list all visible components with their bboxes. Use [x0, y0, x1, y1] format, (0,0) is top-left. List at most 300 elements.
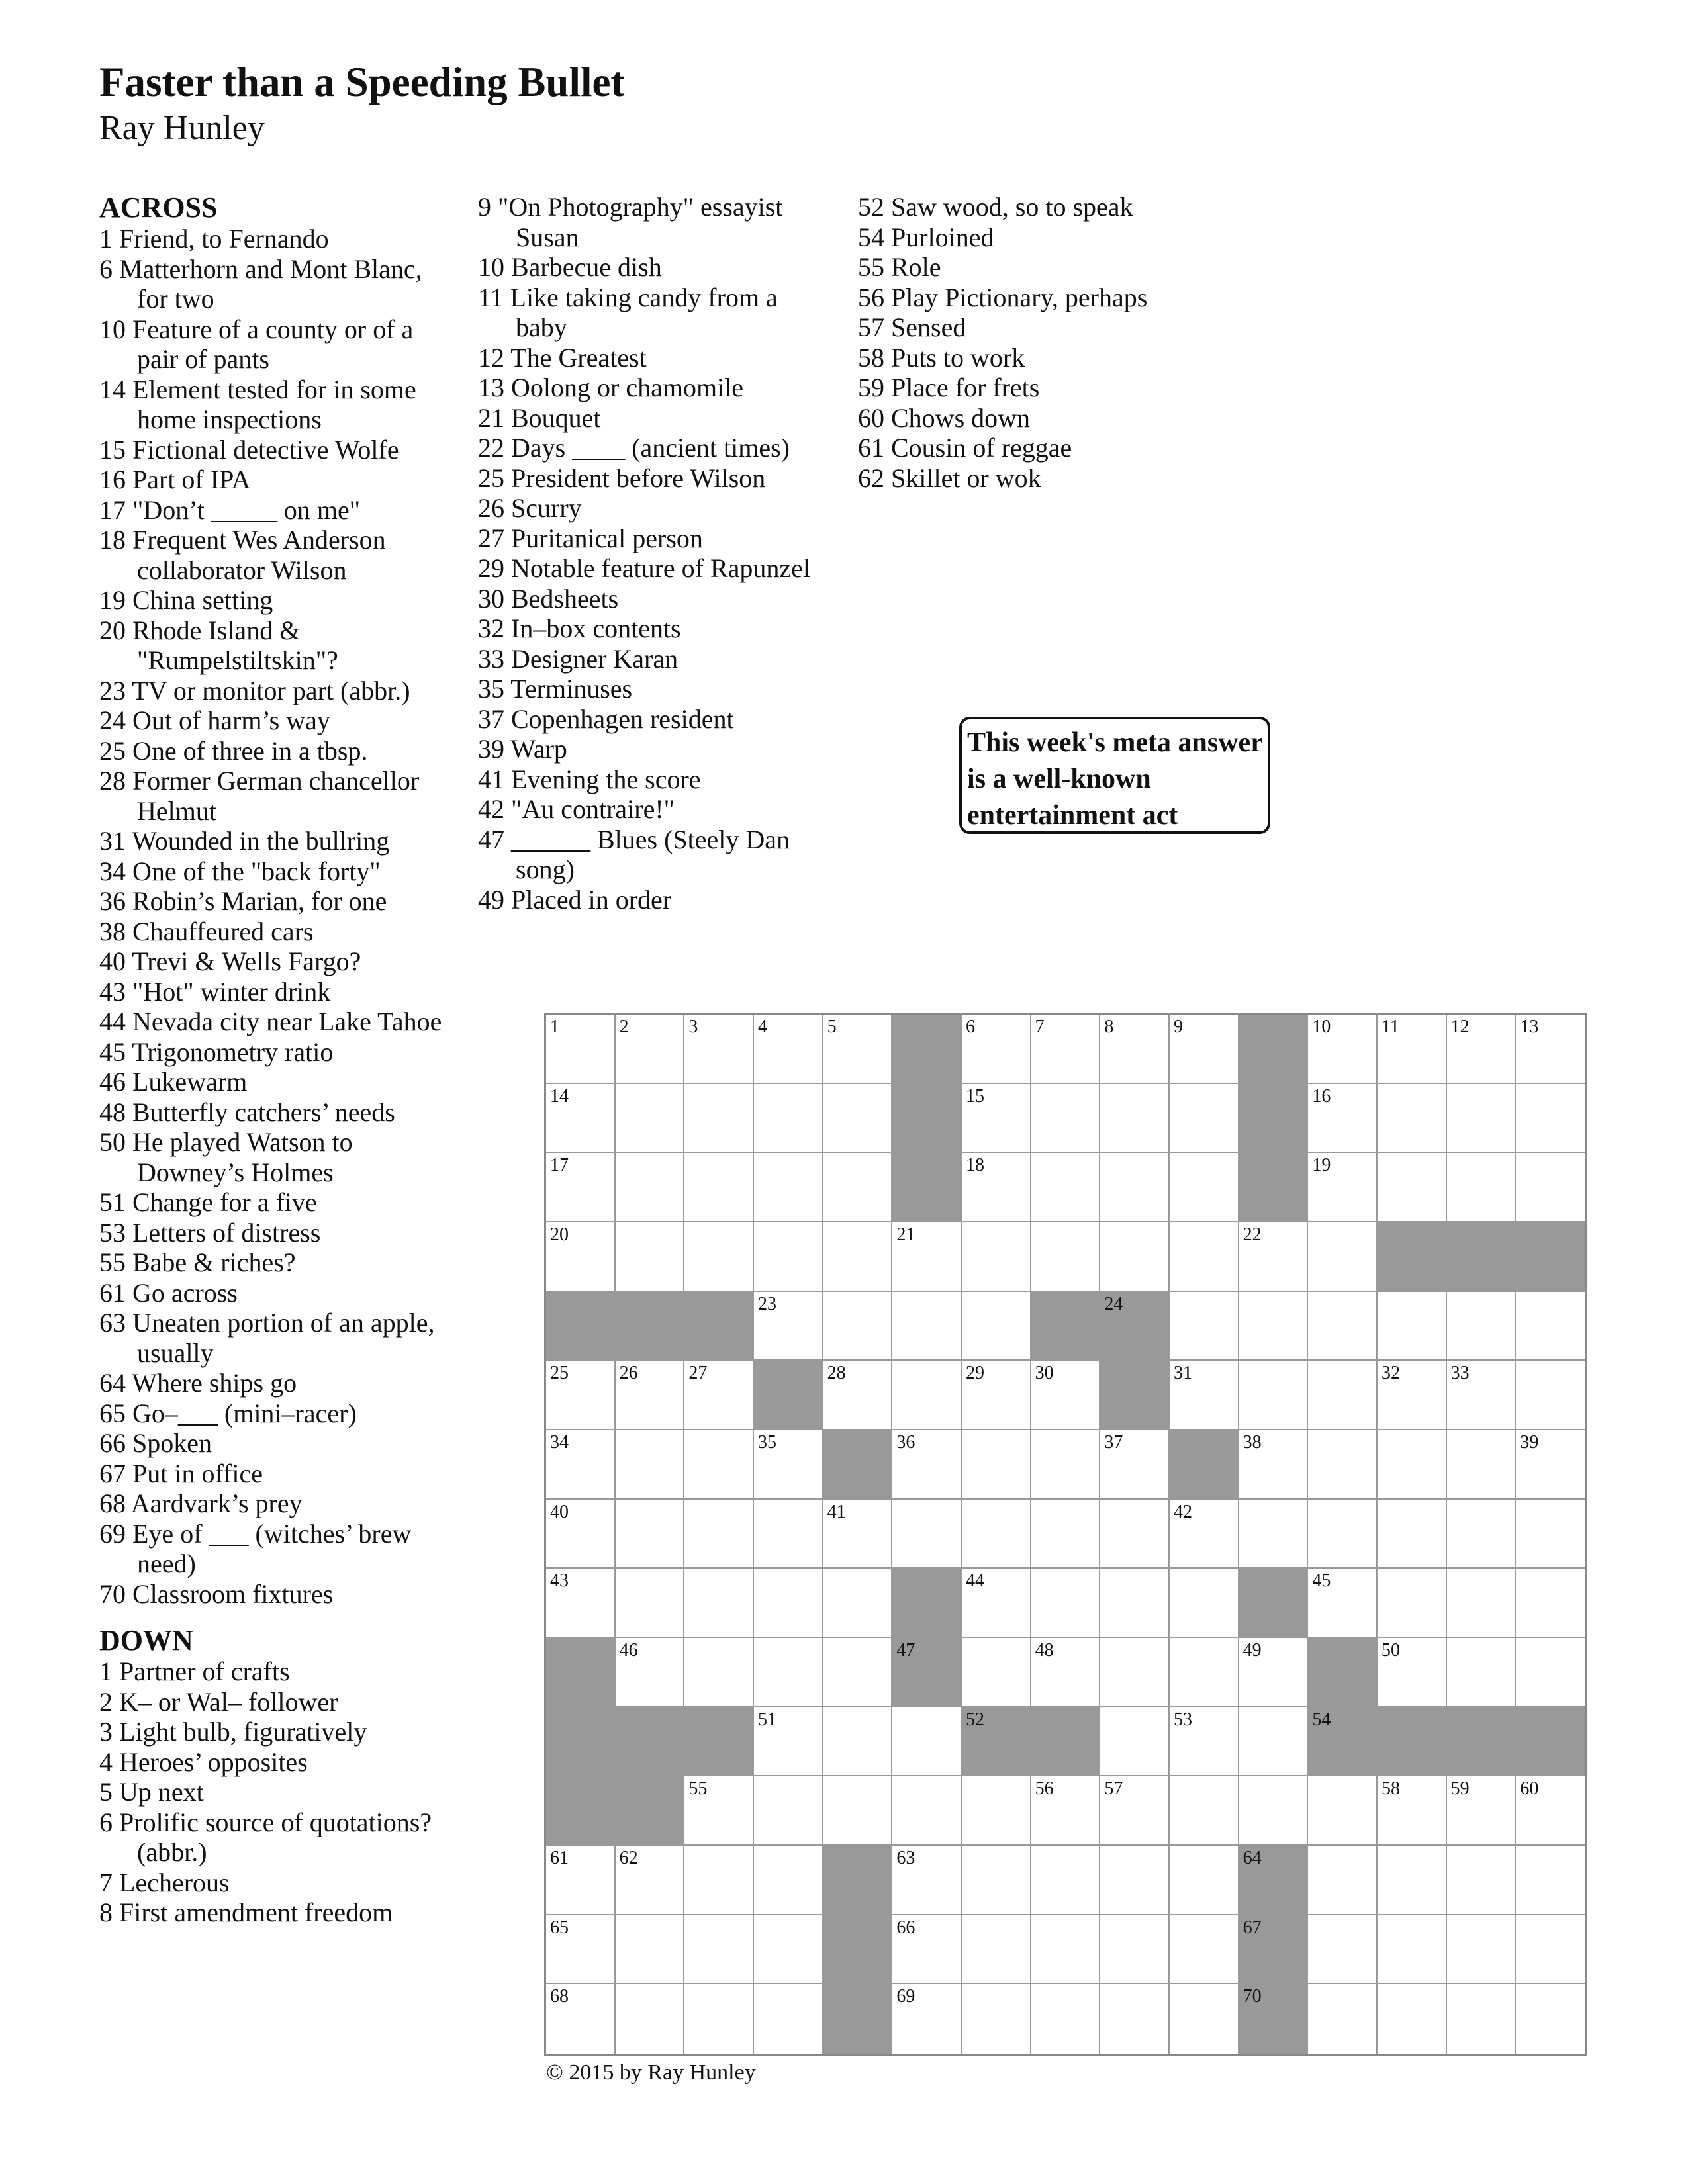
grid-cell[interactable] — [962, 1776, 1031, 1846]
grid-cell[interactable] — [823, 1292, 893, 1361]
cell-number: 25 — [550, 1363, 569, 1384]
grid-block — [546, 1292, 616, 1361]
grid-cell[interactable] — [962, 1361, 1031, 1430]
grid-cell[interactable] — [1308, 1430, 1378, 1500]
clue-item: 69 Eye of ___ (witches’ brew need) — [99, 1518, 412, 1578]
grid-cell[interactable] — [616, 1361, 685, 1430]
clue-item: 1 Partner of crafts — [99, 1657, 290, 1686]
cell-number: 29 — [965, 1363, 984, 1384]
grid-cell[interactable] — [892, 1500, 962, 1569]
clue-item: 24 Out of harm’s way — [99, 705, 330, 735]
grid-cell[interactable] — [1516, 1084, 1585, 1154]
grid-block — [1239, 1915, 1309, 1985]
grid-block — [1378, 1222, 1447, 1292]
grid-block — [1378, 1707, 1447, 1777]
grid-cell[interactable] — [962, 1084, 1031, 1154]
grid-cell[interactable] — [546, 1500, 616, 1569]
cell-number: 12 — [1450, 1017, 1470, 1037]
grid-cell[interactable] — [823, 1638, 893, 1707]
clue-item: 47 ______ Blues (Steely Dan song) — [478, 824, 790, 884]
grid-cell[interactable] — [754, 1015, 823, 1084]
grid-cell[interactable] — [1516, 1292, 1585, 1361]
grid-cell[interactable] — [1100, 1084, 1170, 1154]
clue-item: 33 Designer Karan — [478, 643, 679, 674]
cell-number: 4 — [757, 1017, 767, 1037]
grid-cell[interactable] — [754, 1430, 823, 1500]
grid-cell[interactable] — [1516, 1153, 1585, 1222]
grid-block — [754, 1361, 823, 1430]
clue-item: 61 Go across — [99, 1277, 238, 1308]
grid-cell[interactable] — [892, 1984, 962, 2054]
grid-cell[interactable] — [754, 1153, 823, 1222]
grid-cell[interactable] — [892, 1846, 962, 1915]
grid-block — [1031, 1707, 1101, 1777]
grid-cell[interactable] — [1308, 1846, 1378, 1915]
clue-item: 61 Cousin of reggae — [858, 433, 1072, 463]
grid-cell[interactable] — [1447, 1430, 1517, 1500]
grid-cell[interactable] — [754, 1984, 823, 2054]
grid-cell[interactable] — [546, 1915, 616, 1985]
clue-item: 66 Spoken — [99, 1428, 212, 1458]
cell-number: 43 — [550, 1570, 569, 1592]
grid-cell[interactable] — [823, 1361, 893, 1430]
cell-number: 5 — [827, 1017, 837, 1037]
grid-cell[interactable] — [1031, 1846, 1101, 1915]
grid-cell[interactable] — [962, 1638, 1031, 1707]
grid-cell[interactable] — [1100, 1915, 1170, 1985]
cell-number: 27 — [688, 1363, 708, 1384]
cell-number: 68 — [550, 1986, 569, 2007]
clue-item: 46 Lukewarm — [99, 1067, 248, 1097]
grid-cell[interactable] — [754, 1915, 823, 1985]
cell-number: 11 — [1381, 1017, 1399, 1037]
grid-cell[interactable] — [1100, 1638, 1170, 1707]
down-clue-list — [99, 1657, 457, 1928]
clue-item: 70 Classroom fixtures — [99, 1578, 334, 1609]
grid-cell[interactable] — [684, 1776, 754, 1846]
grid-cell[interactable] — [1516, 1915, 1585, 1985]
cell-number: 48 — [1035, 1639, 1054, 1661]
grid-cell[interactable] — [962, 1015, 1031, 1084]
grid-cell[interactable] — [616, 1222, 685, 1292]
grid-cell[interactable] — [684, 1430, 754, 1500]
cell-number: 13 — [1520, 1017, 1539, 1037]
grid-cell[interactable] — [1170, 1846, 1239, 1915]
grid-cell[interactable] — [1239, 1430, 1309, 1500]
grid-cell[interactable] — [1447, 1153, 1517, 1222]
grid-cell[interactable] — [616, 1153, 685, 1222]
grid-cell[interactable] — [754, 1292, 823, 1361]
grid-cell[interactable] — [684, 1846, 754, 1915]
grid-cell[interactable] — [892, 1776, 962, 1846]
grid-cell[interactable] — [546, 1222, 616, 1292]
clue-item: 19 China setting — [99, 585, 273, 615]
grid-cell[interactable] — [1100, 1015, 1170, 1084]
cell-number: 9 — [1173, 1017, 1183, 1037]
grid-cell[interactable] — [1447, 1569, 1517, 1638]
cell-number: 34 — [550, 1432, 569, 1453]
clue-item: 22 Days ____ (ancient times) — [478, 433, 790, 463]
grid-cell[interactable] — [1516, 1015, 1585, 1084]
grid-cell[interactable] — [684, 1084, 754, 1154]
grid-cell[interactable] — [1378, 1984, 1447, 2054]
down-clue-list-continued — [478, 192, 835, 915]
cell-number: 55 — [688, 1778, 708, 1799]
grid-cell[interactable] — [1447, 1915, 1517, 1985]
grid-cell[interactable] — [962, 1984, 1031, 2054]
cell-number: 60 — [1520, 1778, 1539, 1799]
clue-item: 62 Skillet or wok — [858, 463, 1041, 493]
cell-number: 30 — [1035, 1363, 1054, 1384]
grid-cell[interactable] — [823, 1707, 893, 1777]
grid-cell[interactable] — [823, 1776, 893, 1846]
grid-cell[interactable] — [892, 1707, 962, 1777]
cell-number: 19 — [1312, 1155, 1331, 1176]
clue-item: 7 Lecherous — [99, 1867, 230, 1897]
grid-block — [892, 1638, 962, 1707]
grid-cell[interactable] — [1378, 1153, 1447, 1222]
grid-block — [1239, 1569, 1309, 1638]
grid-cell[interactable] — [892, 1361, 962, 1430]
grid-cell[interactable] — [546, 1153, 616, 1222]
grid-cell[interactable] — [823, 1569, 893, 1638]
clue-item: 1 Friend, to Fernando — [99, 224, 329, 253]
grid-cell[interactable] — [962, 1153, 1031, 1222]
grid-cell[interactable] — [546, 1084, 616, 1154]
clue-item: 51 Change for a five — [99, 1187, 317, 1217]
grid-cell[interactable] — [1447, 1776, 1517, 1846]
clue-item: 59 Place for frets — [858, 373, 1040, 402]
grid-cell[interactable] — [1239, 1500, 1309, 1569]
grid-cell[interactable] — [1516, 1984, 1585, 2054]
grid-cell[interactable] — [754, 1500, 823, 1569]
cell-number: 2 — [619, 1017, 629, 1037]
grid-cell[interactable] — [684, 1153, 754, 1222]
clue-item: 52 Saw wood, so to speak — [858, 192, 1133, 222]
grid-cell[interactable] — [616, 1500, 685, 1569]
grid-cell[interactable] — [1170, 1776, 1239, 1846]
grid-cell[interactable] — [892, 1430, 962, 1500]
grid-cell[interactable] — [1516, 1569, 1585, 1638]
grid-block — [1100, 1292, 1170, 1361]
grid-cell[interactable] — [823, 1153, 893, 1222]
grid-cell[interactable] — [684, 1915, 754, 1985]
cell-number: 41 — [827, 1501, 846, 1522]
grid-cell[interactable] — [684, 1361, 754, 1430]
grid-cell[interactable] — [1170, 1500, 1239, 1569]
clue-item: 23 TV or monitor part (abbr.) — [99, 675, 410, 705]
grid-cell[interactable] — [1378, 1776, 1447, 1846]
cell-number: 17 — [550, 1155, 569, 1176]
grid-cell[interactable] — [1516, 1500, 1585, 1569]
grid-cell[interactable] — [1308, 1222, 1378, 1292]
grid-cell[interactable] — [823, 1222, 893, 1292]
grid-cell[interactable] — [1031, 1569, 1101, 1638]
clue-item: 10 Feature of a county or of a pair of pants — [99, 314, 414, 374]
grid-block — [684, 1707, 754, 1777]
cell-number: 21 — [896, 1224, 915, 1245]
grid-cell[interactable] — [1170, 1638, 1239, 1707]
grid-cell[interactable] — [962, 1569, 1031, 1638]
grid-cell[interactable] — [1447, 1084, 1517, 1154]
grid-cell[interactable] — [1239, 1776, 1309, 1846]
cell-number: 50 — [1381, 1639, 1400, 1661]
grid-cell[interactable] — [1031, 1084, 1101, 1154]
grid-cell[interactable] — [1447, 1984, 1517, 2054]
grid-block — [1447, 1707, 1517, 1777]
meta-note-box: This week's meta answer is a well-known entertainment act — [959, 717, 1270, 834]
grid-cell[interactable] — [823, 1084, 893, 1154]
grid-cell[interactable] — [684, 1638, 754, 1707]
clue-item: 63 Uneaten portion of an apple, usually — [99, 1308, 435, 1368]
clue-item: 18 Frequent Wes Anderson collaborator Wilson — [99, 525, 386, 585]
grid-cell[interactable] — [962, 1292, 1031, 1361]
grid-block — [892, 1015, 962, 1084]
clue-item: 45 Trigonometry ratio — [99, 1036, 334, 1067]
grid-cell[interactable] — [616, 1915, 685, 1985]
grid-cell[interactable] — [1170, 1153, 1239, 1222]
grid-cell[interactable] — [684, 1569, 754, 1638]
clue-item: 11 Like taking candy from a baby — [478, 282, 778, 342]
clue-item: 53 Letters of distress — [99, 1217, 321, 1248]
cell-number: 1 — [550, 1017, 559, 1037]
grid-cell[interactable] — [616, 1084, 685, 1154]
grid-cell[interactable] — [892, 1222, 962, 1292]
clue-item: 30 Bedsheets — [478, 583, 619, 614]
cell-number: 15 — [965, 1085, 984, 1107]
cell-number: 6 — [965, 1017, 975, 1037]
grid-cell[interactable] — [1031, 1984, 1101, 2054]
clue-item: 27 Puritanical person — [478, 523, 703, 553]
cell-number: 8 — [1104, 1017, 1114, 1037]
grid-cell[interactable] — [962, 1846, 1031, 1915]
grid-cell[interactable] — [1447, 1015, 1517, 1084]
grid-cell[interactable] — [1031, 1222, 1101, 1292]
grid-cell[interactable] — [1516, 1430, 1585, 1500]
grid-block — [1170, 1430, 1239, 1500]
grid-cell[interactable] — [1308, 1153, 1378, 1222]
grid-cell[interactable] — [1031, 1015, 1101, 1084]
grid-cell[interactable] — [546, 1984, 616, 2054]
grid-block — [1516, 1222, 1585, 1292]
grid-cell[interactable] — [962, 1915, 1031, 1985]
grid-cell[interactable] — [1170, 1084, 1239, 1154]
grid-cell[interactable] — [1239, 1361, 1309, 1430]
grid-cell[interactable] — [1100, 1500, 1170, 1569]
cell-number: 54 — [1312, 1709, 1331, 1730]
grid-cell[interactable] — [1308, 1776, 1378, 1846]
grid-cell[interactable] — [1170, 1915, 1239, 1985]
grid-cell[interactable] — [1378, 1084, 1447, 1154]
cell-number: 58 — [1381, 1778, 1400, 1799]
grid-cell[interactable] — [754, 1638, 823, 1707]
grid-cell[interactable] — [962, 1500, 1031, 1569]
cell-number: 63 — [896, 1847, 915, 1868]
cell-number: 49 — [1243, 1639, 1262, 1661]
clue-item: 37 Copenhagen resident — [478, 704, 734, 734]
grid-cell[interactable] — [754, 1569, 823, 1638]
grid-cell[interactable] — [684, 1500, 754, 1569]
grid-cell[interactable] — [546, 1430, 616, 1500]
grid-cell[interactable] — [1308, 1915, 1378, 1985]
grid-cell[interactable] — [1378, 1569, 1447, 1638]
grid-cell[interactable] — [616, 1984, 685, 2054]
grid-cell[interactable] — [684, 1015, 754, 1084]
grid-cell[interactable] — [1100, 1153, 1170, 1222]
cell-number: 24 — [1104, 1293, 1123, 1314]
grid-cell[interactable] — [1031, 1500, 1101, 1569]
clue-item: 55 Role — [858, 252, 941, 282]
grid-cell[interactable] — [1308, 1015, 1378, 1084]
grid-cell[interactable] — [1378, 1638, 1447, 1707]
grid-cell[interactable] — [1100, 1569, 1170, 1638]
cell-number: 16 — [1312, 1085, 1331, 1107]
grid-block — [684, 1292, 754, 1361]
grid-cell[interactable] — [684, 1222, 754, 1292]
grid-cell[interactable] — [962, 1222, 1031, 1292]
grid-cell[interactable] — [616, 1638, 685, 1707]
clue-item: 25 President before Wilson — [478, 463, 766, 493]
grid-cell[interactable] — [546, 1015, 616, 1084]
grid-cell[interactable] — [962, 1430, 1031, 1500]
grid-cell[interactable] — [1031, 1915, 1101, 1985]
grid-cell[interactable] — [754, 1707, 823, 1777]
clue-item: 32 In–box contents — [478, 614, 681, 643]
crossword-grid — [544, 1013, 1587, 2056]
grid-cell[interactable] — [546, 1846, 616, 1915]
grid-cell[interactable] — [892, 1915, 962, 1985]
grid-cell[interactable] — [1100, 1430, 1170, 1500]
grid-cell[interactable] — [616, 1015, 685, 1084]
grid-cell[interactable] — [1031, 1430, 1101, 1500]
grid-cell[interactable] — [1447, 1638, 1517, 1707]
grid-cell[interactable] — [1031, 1153, 1101, 1222]
grid-cell[interactable] — [1308, 1500, 1378, 1569]
grid-cell[interactable] — [1378, 1292, 1447, 1361]
clue-item: 54 Purloined — [858, 222, 994, 252]
grid-cell[interactable] — [754, 1846, 823, 1915]
grid-cell[interactable] — [1447, 1292, 1517, 1361]
cell-number: 37 — [1104, 1432, 1123, 1453]
grid-cell[interactable] — [1170, 1361, 1239, 1430]
grid-cell[interactable] — [823, 1015, 893, 1084]
grid-cell[interactable] — [1170, 1222, 1239, 1292]
grid-cell[interactable] — [1170, 1707, 1239, 1777]
clue-item: 28 Former German chancellor Helmut — [99, 766, 420, 826]
grid-cell[interactable] — [1239, 1292, 1309, 1361]
grid-cell[interactable] — [1308, 1084, 1378, 1154]
cell-number: 40 — [550, 1501, 569, 1522]
grid-cell[interactable] — [616, 1430, 685, 1500]
grid-cell[interactable] — [1447, 1361, 1517, 1430]
cell-number: 3 — [688, 1017, 698, 1037]
grid-cell[interactable] — [1031, 1361, 1101, 1430]
grid-cell[interactable] — [1170, 1292, 1239, 1361]
grid-cell[interactable] — [1378, 1500, 1447, 1569]
grid-block — [823, 1915, 893, 1985]
grid-cell[interactable] — [1516, 1776, 1585, 1846]
grid-cell[interactable] — [1170, 1569, 1239, 1638]
grid-cell[interactable] — [1100, 1846, 1170, 1915]
cell-number: 22 — [1243, 1224, 1262, 1245]
grid-cell[interactable] — [1100, 1776, 1170, 1846]
grid-block — [616, 1776, 685, 1846]
clue-item: 39 Warp — [478, 734, 567, 764]
grid-cell[interactable] — [1100, 1222, 1170, 1292]
clue-item: 17 "Don’t _____ on me" — [99, 494, 361, 525]
grid-cell[interactable] — [1308, 1361, 1378, 1430]
grid-cell[interactable] — [1170, 1984, 1239, 2054]
grid-cell[interactable] — [1308, 1292, 1378, 1361]
cell-number: 45 — [1312, 1570, 1331, 1592]
grid-cell[interactable] — [1516, 1846, 1585, 1915]
grid-cell[interactable] — [546, 1361, 616, 1430]
grid-cell[interactable] — [1239, 1707, 1309, 1777]
grid-cell[interactable] — [1100, 1707, 1170, 1777]
cell-number: 67 — [1243, 1917, 1262, 1938]
cell-number: 53 — [1173, 1709, 1192, 1730]
cell-number: 32 — [1381, 1363, 1400, 1384]
cell-number: 39 — [1520, 1432, 1539, 1453]
grid-cell[interactable] — [1308, 1569, 1378, 1638]
grid-block — [546, 1707, 616, 1777]
grid-cell[interactable] — [1031, 1776, 1101, 1846]
grid-cell[interactable] — [1378, 1015, 1447, 1084]
grid-cell[interactable] — [1378, 1430, 1447, 1500]
grid-cell[interactable] — [1031, 1638, 1101, 1707]
grid-cell[interactable] — [892, 1292, 962, 1361]
grid-cell[interactable] — [1378, 1846, 1447, 1915]
grid-cell[interactable] — [823, 1500, 893, 1569]
grid-cell[interactable] — [684, 1984, 754, 2054]
cell-number: 51 — [757, 1709, 776, 1730]
grid-block — [1239, 1015, 1309, 1084]
clue-item: 29 Notable feature of Rapunzel — [478, 553, 811, 583]
grid-cell[interactable] — [1308, 1984, 1378, 2054]
clue-item: 16 Part of IPA — [99, 465, 251, 494]
grid-cell[interactable] — [754, 1776, 823, 1846]
grid-cell[interactable] — [616, 1846, 685, 1915]
across-clue-list — [99, 224, 457, 1609]
grid-cell[interactable] — [1516, 1638, 1585, 1707]
grid-cell[interactable] — [1447, 1500, 1517, 1569]
grid-cell[interactable] — [546, 1569, 616, 1638]
clue-item: 50 He played Watson to Downey’s Holmes — [99, 1127, 353, 1187]
grid-block — [546, 1638, 616, 1707]
grid-cell[interactable] — [1239, 1222, 1309, 1292]
grid-block — [1239, 1084, 1309, 1154]
cell-number: 38 — [1243, 1432, 1262, 1453]
grid-cell[interactable] — [754, 1222, 823, 1292]
grid-cell[interactable] — [1378, 1361, 1447, 1430]
grid-block — [1100, 1361, 1170, 1430]
clue-item: 6 Prolific source of quotations? (abbr.) — [99, 1807, 432, 1867]
grid-cell[interactable] — [754, 1084, 823, 1154]
grid-cell[interactable] — [1516, 1361, 1585, 1430]
grid-cell[interactable] — [1170, 1015, 1239, 1084]
grid-cell[interactable] — [1239, 1638, 1309, 1707]
grid-cell[interactable] — [1447, 1846, 1517, 1915]
grid-cell[interactable] — [616, 1569, 685, 1638]
clue-column-2 — [478, 192, 835, 915]
clue-item: 3 Light bulb, figuratively — [99, 1717, 367, 1747]
grid-block — [616, 1292, 685, 1361]
grid-block — [546, 1776, 616, 1846]
grid-cell[interactable] — [1378, 1915, 1447, 1985]
clue-item: 49 Placed in order — [478, 884, 672, 915]
grid-cell[interactable] — [1100, 1984, 1170, 2054]
across-heading: ACROSS — [99, 191, 218, 224]
